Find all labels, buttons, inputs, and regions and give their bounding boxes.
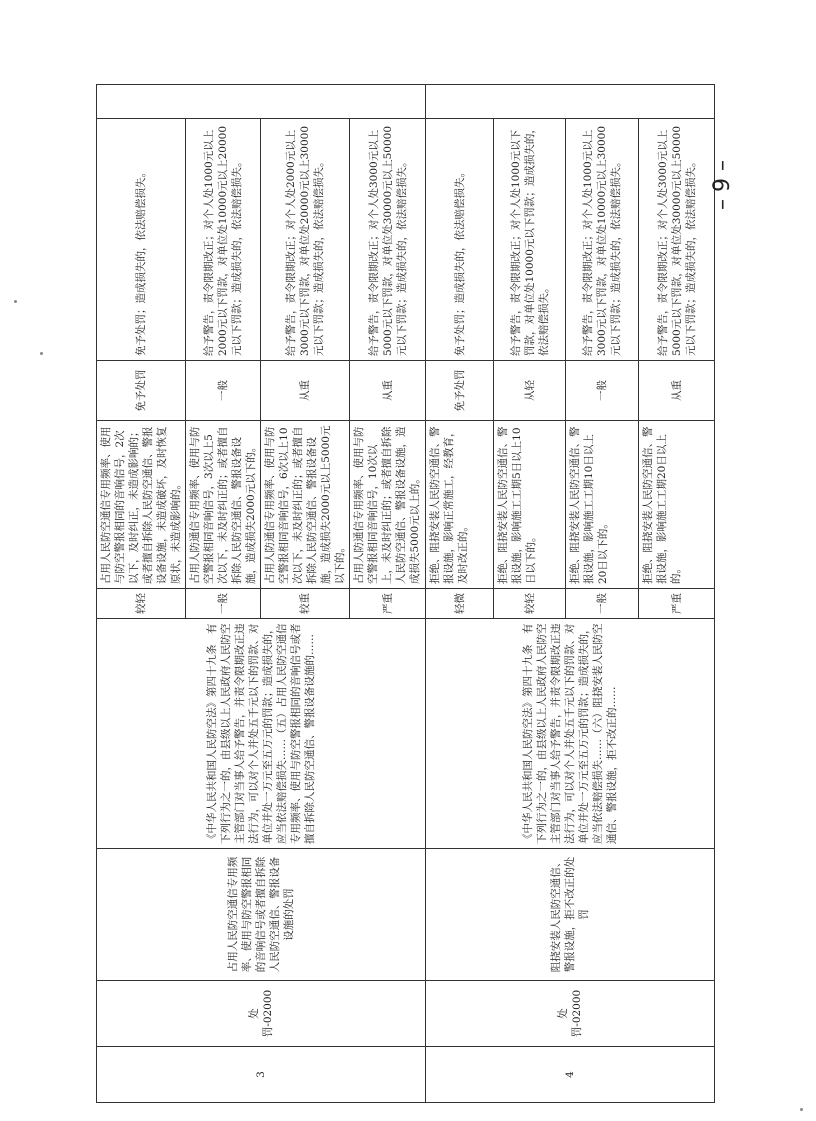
rotated-page-table bbox=[96, 85, 697, 1103]
violation-grade: 较重 bbox=[261, 589, 350, 619]
penalty-standard: 给予警告，责令限期改正；对个人处1000元以上2000元以下罚款，对单位处10000元以上20000元以下罚款；造成损失的，依法赔偿损失。 bbox=[186, 119, 261, 361]
penalty-standard: 给予警告，责令限期改正；对个人处1000元以上3000元以下罚款，对单位处10000元以上30000元以下罚款；造成损失的，依法赔偿损失。 bbox=[566, 119, 639, 361]
table-row bbox=[426, 85, 494, 1103]
row-number: 3 bbox=[97, 1047, 426, 1103]
row-number: 4 bbox=[426, 1047, 715, 1103]
penalty-range: 免予处罚 bbox=[426, 361, 494, 421]
legal-basis: 《中华人民共和国人民防空法》第四十九条 有下列行为之一的，由县级以上人民政府人民防空主管部门对当事人给予警告，并责令限期改正违法行为，可以对个人并处五千元以下的罚款、对单位并处一万元至五万元的罚款；造成损失的，应当依法赔偿损失……（五）占用人民防空通信专用频率、使用与防空警报相同的音响信号或者擅自拆除人民防空通信、警报设备设施的…… bbox=[97, 619, 426, 849]
violation-situation: 占用人防通信专用频率、使用与防空警报相同音响信号，6次以上10次以下，未及时纠正的；或者擅自拆除人民防空通信、警报设备设施，造成损失2000元以上5000元以下的。 bbox=[261, 421, 350, 589]
scan-speck bbox=[40, 352, 43, 355]
penalty-standard-table bbox=[96, 84, 715, 1103]
violation-grade: 一般 bbox=[186, 589, 261, 619]
item-code: 处罚-02000 bbox=[426, 981, 715, 1047]
penalty-range: 一般 bbox=[186, 361, 261, 421]
penalty-range: 一般 bbox=[566, 361, 639, 421]
remarks-cell bbox=[97, 85, 426, 119]
violation-grade: 严重 bbox=[350, 589, 426, 619]
scan-speck bbox=[14, 300, 17, 303]
item-name: 阻挠安装人民防空通信、警报设施，拒不改正的处罚 bbox=[426, 849, 715, 981]
remarks-cell bbox=[426, 85, 715, 119]
penalty-range: 免予处罚 bbox=[97, 361, 186, 421]
penalty-range: 从重 bbox=[350, 361, 426, 421]
violation-situation: 拒绝、阻挠安装人民防空通信、警报设施，影响正常施工，经教育，及时改正的。 bbox=[426, 421, 494, 589]
penalty-standard: 免予处罚；造成损失的，依法赔偿损失。 bbox=[426, 119, 494, 361]
violation-situation: 拒绝、阻挠安装人民防空通信、警报设施，影响施工工期20日以上的。 bbox=[639, 421, 715, 589]
violation-grade: 较轻 bbox=[97, 589, 186, 619]
penalty-range: 从轻 bbox=[494, 361, 566, 421]
violation-grade: 较轻 bbox=[494, 589, 566, 619]
scan-speck bbox=[800, 1108, 803, 1111]
violation-grade: 轻微 bbox=[426, 589, 494, 619]
item-code: 处罚-02000 bbox=[97, 981, 426, 1047]
penalty-standard: 给予警告，责令限期改正；对个人处3000元以上5000元以下罚款，对单位处30000元以上50000元以下罚款；造成损失的，依法赔偿损失。 bbox=[350, 119, 426, 361]
legal-basis: 《中华人民共和国人民防空法》第四十九条 有下列行为之一的，由县级以上人民政府人民防空主管部门对当事人给予警告，并责令限期改正违法行为，可以对个人并处五千元以下的罚款、对单位并处一万元至五万元的罚款；造成损失的，应当依法赔偿损失……（六）阻挠安装人民防空通信、警报设施，拒不改正的…… bbox=[426, 619, 715, 849]
penalty-standard: 给予警告，责令限期改正；对个人处2000元以上3000元以下罚款，对单位处20000元以上30000元以下罚款；造成损失的，依法赔偿损失。 bbox=[261, 119, 350, 361]
violation-grade: 严重 bbox=[639, 589, 715, 619]
violation-situation: 拒绝、阻挠安装人民防空通信、警报设施，影响施工工期10日以上20日以下的。 bbox=[566, 421, 639, 589]
penalty-range: 从重 bbox=[261, 361, 350, 421]
violation-situation: 占用人防通信专用频率、使用与防空警报相同音响信号，10次以上，未及时纠正的；或者擅自拆除人民防空通信、警报设备设施，造成损失5000元以上的。 bbox=[350, 421, 426, 589]
table-row bbox=[97, 85, 186, 1103]
violation-grade: 一般 bbox=[566, 589, 639, 619]
item-name: 占用人民防空通信专用频率、使用与防空警报相同的音响信号或者擅自拆除人民防空通信、警报设备设施的处罚 bbox=[97, 849, 426, 981]
penalty-range: 从重 bbox=[639, 361, 715, 421]
violation-situation: 占用人防通信专用频率、使用与防空警报相同音响信号，3次以上5次以下，未及时纠正的；或者擅自拆除人民防空通信、警报设备设施，造成损失2000元以下的。 bbox=[186, 421, 261, 589]
penalty-standard: 免予处罚；造成损失的，依法赔偿损失。 bbox=[97, 119, 186, 361]
violation-situation: 拒绝、阻挠安装人民防空通信、警报设施，影响施工工期5日以上10日以下的。 bbox=[494, 421, 566, 589]
penalty-standard: 给予警告，责令限期改正；对个人处3000元以上5000元以下罚款，对单位处30000元以上50000元以下罚款；造成损失的，依法赔偿损失。 bbox=[639, 119, 715, 361]
violation-situation: 占用人民防空通信专用频率、使用与防空警报相同的音响信号，2次以下，及时纠正，未造成影响的；或者擅自拆除人民防空通信、警报设备设施，未造成破坏，及时恢复原状，未造成影响的。 bbox=[97, 421, 186, 589]
penalty-standard: 给予警告，责令限期改正；对个人处1000元以下罚款，对单位处10000元以下罚款；造成损失的，依法赔偿损失。 bbox=[494, 119, 566, 361]
page-number: – 9 – bbox=[710, 160, 735, 210]
